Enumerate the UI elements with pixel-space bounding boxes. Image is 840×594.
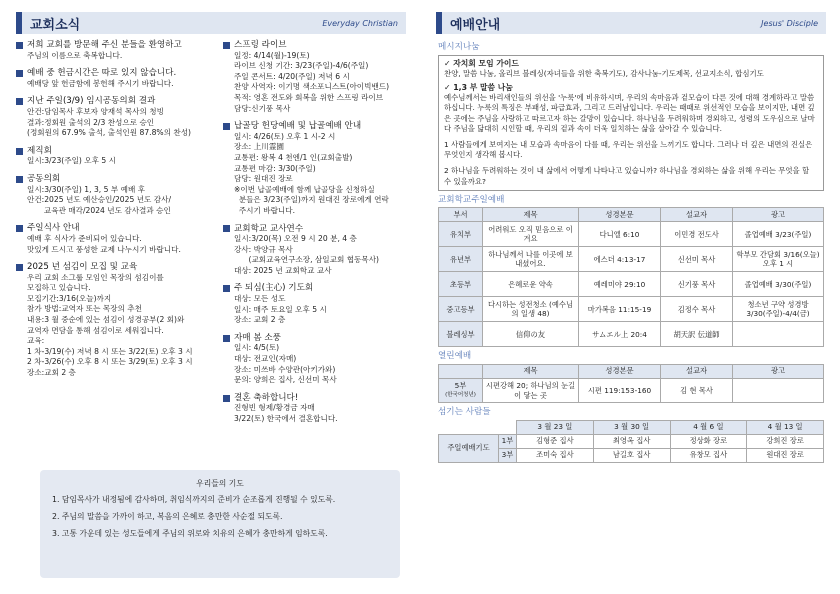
table-cell: 청소년 구약 성경방 3/30(주일)-4/4(금) [733, 297, 824, 322]
right-column [438, 38, 824, 463]
news-item [16, 146, 221, 167]
right-title: 예배안내 [450, 17, 501, 33]
news-item-line: 담당:신기풍 목사 [234, 103, 291, 113]
news-item-line: 주일 콘서트: 4/20(주일) 저녁 6 시 [234, 71, 350, 81]
table-cell: 胡天訳 伝道師 [661, 322, 733, 347]
table-cell: 강희진 장로 [747, 434, 824, 448]
news-item-line: 목적: 영혼 전도와 회복을 위한 스프링 라이브 [234, 92, 384, 102]
news-item-title-text: 주 되심(主心) 기도회 [234, 283, 314, 294]
bullet-square-icon [16, 176, 23, 183]
table-cell: 유창모 집사 [670, 448, 747, 462]
news-item [16, 262, 221, 379]
news-item-line: 대상: 2025 년 교회학교 교사 [234, 265, 332, 275]
department-cell: 블레싱부 [439, 322, 483, 347]
message-question-2: 2 하나님을 두려워하는 것이 내 삶에서 어떻게 나타나고 있습니까? 하나님을 경외하는 삶을 위해 우리는 무엇을 할 수 있을까요? [444, 166, 810, 186]
table-cell: 다니엘 6:10 [579, 222, 661, 247]
news-item-line: 일시: 4/26(토) 오후 1 시-2 시 [234, 131, 336, 141]
open-part-label: 5부 [454, 381, 467, 391]
table-header: 부서 [439, 208, 483, 222]
news-item-line: 모집기간:3/16(오늘)까지 [27, 293, 112, 303]
news-item-line: 문의: 양희은 집사, 신선미 목사 [234, 375, 337, 385]
message-text-1: 찬양, 말씀 나눔, 올리브 블레싱(자녀들을 위한 축복기도), 감사나눔-기도제목, 선교지소식, 합심기도 [444, 68, 764, 78]
table-cell: 학부모 간담회 3/16(오늘) 오후 1 시 [733, 247, 824, 272]
table-cell: 정상화 장로 [670, 434, 747, 448]
news-item [16, 40, 221, 61]
news-item-line: 분들은 3/23(주일)까지 원대진 장로에게 연락 [234, 195, 389, 205]
news-item-line: 진형빈 형제/황경금 자매 [234, 403, 315, 413]
school-label: 교회학교주일예배 [438, 194, 505, 205]
table-header: 4 월 6 일 [670, 420, 747, 434]
news-item-line: 일시: 매주 토요일 오후 5 시 [234, 304, 327, 314]
table-header: 성경본문 [579, 208, 661, 222]
table-cell: 신선미 목사 [661, 247, 733, 272]
news-item-line: 예배 후 식사가 준비되어 있습니다. [27, 233, 142, 243]
news-item-title-text: 납골당 헌당예배 및 납골예배 안내 [234, 121, 362, 132]
news-item [16, 68, 221, 89]
table-cell: 에스더 4:13-17 [579, 247, 661, 272]
news-item-title [16, 40, 221, 51]
news-item-title [16, 68, 221, 79]
news-item [16, 174, 221, 216]
table-cell: 최영옥 집사 [593, 434, 670, 448]
news-item-line: 2 차-3/26(수) 오후 8 시 또는 3/29(토) 오후 3 시 [27, 357, 193, 367]
bullet-square-icon [223, 335, 230, 342]
table-cell: 다시하는 성전청소 (예수님의 일생 48) [483, 297, 579, 322]
message-label: 메시지나눔 [438, 42, 480, 52]
news-item-title-text: 공동의회 [27, 173, 61, 184]
news-item-line: 장소:교회 2 층 [27, 368, 76, 378]
news-item-line: 장소: 上川霊園 [234, 142, 285, 152]
news-item-title [223, 393, 408, 404]
news-item-title-text: 저희 교회를 방문해 주신 분들을 환영하고 [27, 40, 182, 50]
bullet-square-icon [16, 264, 23, 271]
news-item-line: 교통편: 왕복 4 천엔/1 인(교회출발) [234, 152, 353, 162]
news-item-line: 안건:담임목사 후보자 양재석 목사의 청빙 [27, 106, 164, 116]
right-header [436, 12, 826, 34]
table-header: 4 월 13 일 [747, 420, 824, 434]
news-item-title [223, 333, 408, 344]
prayer-item: 2. 주님의 말씀을 가까이 하고, 복음의 은혜로 충만한 사순절 되도록. [52, 512, 283, 521]
news-item-title [223, 40, 408, 51]
servers-table [438, 420, 824, 463]
news-item [223, 224, 408, 277]
open-label: 열린예배 [438, 351, 472, 362]
news-item-title-text: 결혼 축하합니다! [234, 392, 299, 403]
table-header: 3 월 30 일 [593, 420, 670, 434]
news-item-line: 교육: [27, 336, 45, 346]
news-item-title [223, 283, 408, 294]
right-subtitle: Jesus' Disciple [761, 18, 818, 28]
news-item-line: 안건:2025 년도 예산승인/2025 년도 감사/ [27, 195, 172, 205]
table-cell: 김 현 목사 [661, 379, 733, 403]
left-header [16, 12, 406, 34]
news-column-2 [223, 40, 408, 432]
message-heading-1: ✓ 자치회 모임 가이드 [444, 58, 519, 68]
prayer-box [40, 470, 400, 578]
table-cell: 김형준 집사 [517, 434, 594, 448]
open-part-note: (한국어청년) [445, 391, 476, 398]
servers-label: 섬기는 사람들 [438, 407, 491, 418]
news-item-line: 주님의 이름으로 축복합니다. [27, 50, 123, 60]
servers-role: 주일예배기도 [439, 434, 499, 462]
news-item-line: 일시: 4/5(토) [234, 343, 280, 353]
table-cell: 시편 119:153-160 [579, 379, 661, 403]
table-cell [733, 379, 824, 403]
news-item [223, 333, 408, 386]
news-item-line: 찬양 사역자: 이기명 색소포니스트(아이빅밴드) [234, 82, 390, 92]
news-item-line: 일시:3/30(주일) 1, 3, 5 부 예배 후 [27, 184, 146, 194]
news-item-title-text: 지난 주일(3/9) 임시공동의회 결과 [27, 96, 156, 107]
news-item-title [223, 224, 408, 235]
bullet-square-icon [223, 395, 230, 402]
open-part [439, 379, 483, 403]
news-item-title [16, 262, 221, 273]
bullet-square-icon [16, 148, 23, 155]
news-item-line: (정회원의 67.9% 출석, 출석인원 87.8%의 찬성) [27, 128, 192, 138]
news-item-title-text: 2025 년 섬김이 모집 및 교육 [27, 262, 138, 273]
table-header: 설교자 [661, 208, 733, 222]
news-item-line: 1 차-3/19(수) 저녁 8 시 또는 3/22(토) 오후 3 시 [27, 346, 193, 356]
department-cell: 유년부 [439, 247, 483, 272]
news-item-line: ※이번 납골예배에 함께 납골당을 신청하실 [234, 184, 375, 194]
news-item-line: 내용:3 월 중순에 있는 섬김이 성경공부(2 회)와 [27, 315, 185, 325]
news-item [16, 223, 221, 255]
table-header: 3 월 23 일 [517, 420, 594, 434]
news-item-line: 교역자 면담을 통해 섬김이로 세워집니다. [27, 325, 164, 335]
table-cell: 신기풍 목사 [661, 272, 733, 297]
table-row [439, 322, 824, 347]
news-item-title [223, 121, 408, 132]
table-cell: 졸업예배 3/30(주일) [733, 272, 824, 297]
news-item-line: 맛있게 드시고 풍성한 교제 나누시기 바랍니다. [27, 244, 181, 254]
news-item-title-text: 스프링 라이브 [234, 40, 287, 50]
news-item-title-text: 예배 중 헌금시간은 따로 있지 않습니다. [27, 68, 177, 79]
news-item-line: 대상: 전교인(자매) [234, 354, 297, 364]
news-item-line: 강사: 박양규 목사 [234, 244, 293, 254]
table-row [439, 222, 824, 247]
news-item-title [16, 174, 221, 185]
table-header [439, 365, 483, 379]
news-item-line: 일시:3/23(주일) 오후 5 시 [27, 156, 116, 166]
table-header: 성경본문 [579, 365, 661, 379]
news-item-line: 일정: 4/14(월)-19(토) [234, 50, 310, 60]
department-cell: 유치부 [439, 222, 483, 247]
table-cell: 예레미야 29:10 [579, 272, 661, 297]
table-header: 제목 [483, 208, 579, 222]
news-item-title [16, 146, 221, 157]
news-item-title-text: 교회학교 교사연수 [234, 223, 304, 234]
news-item-line: 교육관 매각/2024 년도 감사결과 승인 [27, 205, 171, 215]
news-item [223, 121, 408, 216]
table-row [439, 247, 824, 272]
table-cell: 信仰の友 [483, 322, 579, 347]
table-cell [733, 322, 824, 347]
bullet-square-icon [16, 98, 23, 105]
table-cell: 하나님께서 나를 이곳에 보내셨어요. [483, 247, 579, 272]
news-item-line: 예배당 앞 헌금함에 봉헌해 주시기 바랍니다. [27, 78, 174, 88]
news-item-title [16, 96, 221, 107]
table-header: 설교자 [661, 365, 733, 379]
department-cell: 초등부 [439, 272, 483, 297]
news-item-title-text: 제직회 [27, 145, 52, 156]
table-cell: 졸업예배 3/23(주일) [733, 222, 824, 247]
news-item [223, 40, 408, 114]
left-title: 교회소식 [30, 17, 81, 33]
news-item-title-text: 주일식사 안내 [27, 223, 80, 234]
table-cell: 이민경 전도사 [661, 222, 733, 247]
table-row [439, 434, 824, 448]
news-item-line: 결과:정회원 출석의 2/3 찬성으로 승인 [27, 117, 155, 127]
table-cell: 김정수 목사 [661, 297, 733, 322]
message-box [438, 55, 824, 191]
table-cell: 어려워도 오직 믿음으로 이겨요 [483, 222, 579, 247]
news-item-line: 주시기 바랍니다. [234, 205, 296, 215]
news-item-line: 라이브 신청 기간: 3/23(주일)-4/6(주일) [234, 61, 369, 71]
news-item [16, 96, 221, 138]
news-item-line: 3/22(토) 한국에서 결혼합니다. [234, 414, 338, 423]
news-item-line: 장소: 교회 2 층 [234, 315, 286, 325]
news-item-line: 교통편 마감: 3/30(주일) [234, 163, 316, 173]
bullet-square-icon [223, 285, 230, 292]
school-table [438, 207, 824, 347]
left-subtitle: Everyday Christian [322, 18, 398, 28]
table-cell: 원대진 장로 [747, 448, 824, 462]
table-header: 제목 [483, 365, 579, 379]
prayer-item: 1. 담임목사가 내정됨에 감사하며, 취임식까지의 준비가 순조롭게 진행될 수 있도록. [52, 495, 336, 504]
table-cell: 조미숙 집사 [517, 448, 594, 462]
news-item-line: 담당: 원대진 장로 [234, 174, 293, 184]
table-row [439, 272, 824, 297]
news-item-line: 우리 교회 소그룹 모임인 목장의 섬김이를 [27, 272, 164, 282]
table-cell: 시편강해 20; 하나님의 눈길이 닿는 곳 [483, 379, 579, 403]
prayer-item: 3. 고통 가운데 있는 성도들에게 주님의 위로와 치유의 은혜가 충만하게 임하도록. [52, 529, 328, 538]
message-text-2: 예수님께서는 바리새인들의 위선을 '누룩'에 비유하시며, 우리의 속마음과 겉모습이 다른 것에 대해 경계하라고 말씀하십니다. 누룩의 특징은 부패성, 파급효과, 그리고 드러남입니다. 우리는 때때로 위선적인 모습을 보이지만, 내면 깊은 곳에는 주님을 사랑하고 따르고자 하는 갈망이 있습니다. 하나님을 두려워하며 경외하고, 성령의 도우심으로 날마다 주님을 닮대히 시인할 때, 우리의 겉과 속이 더욱 일치하는 삶을 살아갈 수 있습니다. [444, 93, 815, 133]
table-cell: サムエル上 20:4 [579, 322, 661, 347]
news-item-line: 장소: 미쓰바 수양관(아키가와) [234, 364, 336, 374]
news-item-line: 참가 방법:교역자 또는 목장의 추천 [27, 304, 142, 314]
open-table [438, 364, 824, 403]
bullet-square-icon [16, 42, 23, 49]
message-heading-2: ✓ 1,3 부 말씀 나눔 [444, 83, 513, 92]
table-row [439, 379, 824, 403]
servers-part: 1부 [499, 434, 517, 448]
table-row [439, 297, 824, 322]
news-item-line: 대상: 모든 성도 [234, 294, 286, 304]
table-cell: 은혜로운 약속 [483, 272, 579, 297]
table-header: 광고 [733, 208, 824, 222]
servers-part: 3부 [499, 448, 517, 462]
news-item [223, 393, 408, 425]
table-cell: 남길호 집사 [593, 448, 670, 462]
news-item-title [16, 223, 221, 234]
news-column-1 [16, 40, 221, 386]
table-header [439, 420, 517, 434]
message-question-1: 1 사람들에게 보여지는 내 모습과 속마음이 다를 때, 우리는 위선을 느끼기도 합니다. 그러나 더 깊은 내면의 진실은 무엇인지 생각해 봅시다. [444, 140, 813, 160]
bullet-square-icon [223, 225, 230, 232]
prayer-title: 우리들의 기도 [196, 479, 244, 488]
table-header: 광고 [733, 365, 824, 379]
news-item-line: (교회교육연구소장, 삼일교회 협동목사) [234, 255, 380, 265]
table-cell: 마가복음 11:15-19 [579, 297, 661, 322]
bullet-square-icon [16, 70, 23, 77]
bullet-square-icon [223, 123, 230, 130]
bullet-square-icon [223, 42, 230, 49]
news-item-line: 일시:3/20(목) 오전 9 시 20 분, 4 층 [234, 234, 357, 244]
bullet-square-icon [16, 225, 23, 232]
news-item [223, 283, 408, 325]
department-cell: 중고등부 [439, 297, 483, 322]
news-item-line: 모집하고 있습니다. [27, 283, 91, 293]
news-item-title-text: 자매 봄 소풍 [234, 332, 281, 343]
